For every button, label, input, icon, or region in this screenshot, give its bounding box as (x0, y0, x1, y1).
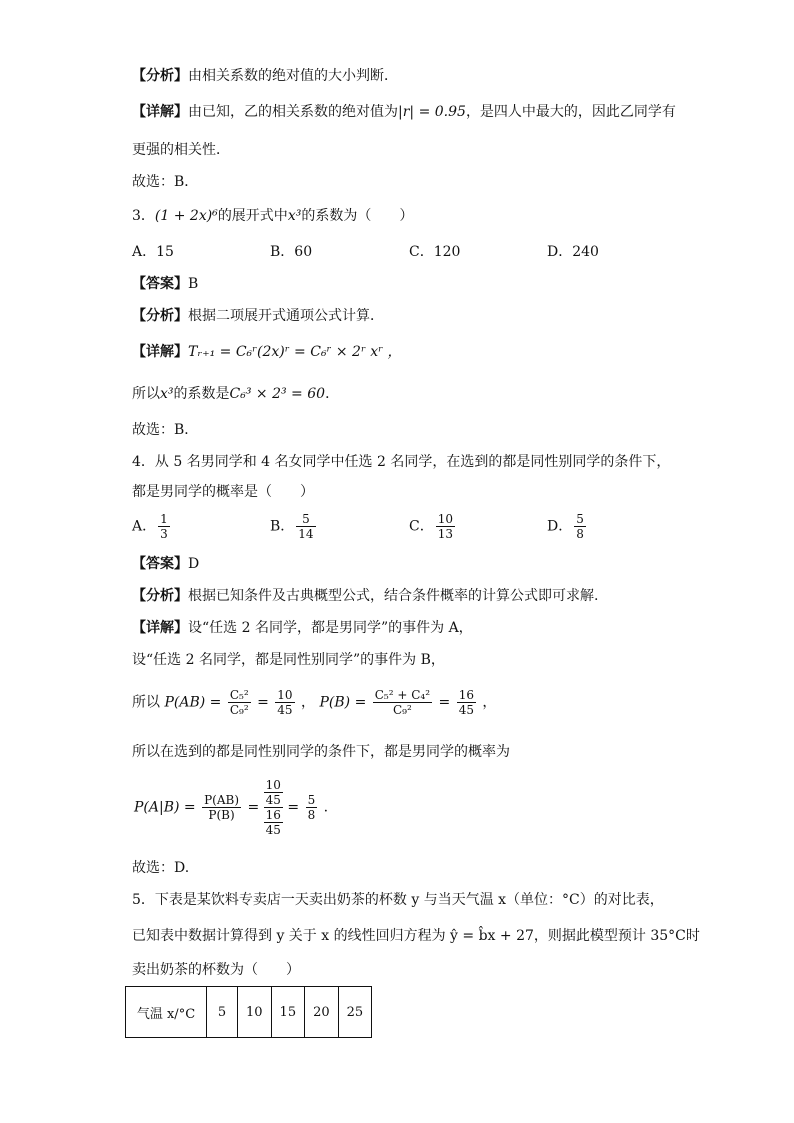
detail-math: |r| = 0.95 (398, 104, 466, 120)
fraction-numerator: 5 (576, 512, 584, 526)
q3-var: x³ (287, 208, 302, 224)
fraction-denominator: 14 (298, 527, 314, 541)
q4-probability-calc (132, 688, 496, 717)
fraction-numerator: 10 (437, 512, 453, 526)
q3-option-a: A．15 (132, 244, 174, 260)
fraction-denominator: C₉² (392, 703, 412, 717)
table-cell: 15 (271, 987, 305, 1038)
calc-prefix: 所以 (132, 694, 160, 711)
table-cell: 5 (207, 987, 238, 1038)
option-fraction (158, 512, 170, 541)
compound-numerator (264, 778, 283, 808)
q3-number: 3． (132, 208, 155, 224)
q3-result-line (132, 384, 339, 404)
separator: ， (482, 694, 497, 711)
detail-text: 设“任选 2 名同学，都是男同学”的事件为 A， (188, 620, 473, 636)
analysis-text: 根据已知条件及古典概型公式，结合条件概率的计算公式即可求解. (188, 588, 599, 604)
q2-detail-line (132, 102, 676, 122)
q4-conclusion: 所以在选到的都是同性别同学的条件下，都是男同学的概率为 (132, 744, 510, 760)
fraction-denominator: P(B) (208, 808, 235, 822)
q3-answer-line (132, 274, 198, 294)
q3-math: (1 + 2x)⁶ (154, 208, 218, 224)
q4-detail-line-1 (132, 618, 473, 638)
q3-stem (132, 206, 413, 226)
q5-stem-line-1: 5．下表是某饮料专卖店一天卖出奶茶的杯数 y 与当天气温 x（单位：°C）的对比表， (132, 892, 664, 908)
fraction-denominator: 45 (265, 823, 281, 837)
q4-detail-line-2: 设“任选 2 名同学，都是同性别同学”的事件为 B， (132, 652, 445, 668)
fraction-denominator: 45 (458, 703, 474, 717)
q4-option-b (270, 512, 318, 541)
option-fraction (574, 512, 586, 541)
answer-tag: 【答案】 (132, 276, 188, 292)
q4-option-d (547, 512, 588, 541)
fraction-denominator: 13 (437, 527, 453, 541)
option-label: A． (132, 518, 157, 535)
q4-stem-line-1: 4．从 5 名男同学和 4 名女同学中任选 2 名同学，在选到的都是同性别同学的条件下， (132, 454, 671, 470)
result-text: 的系数是 (173, 386, 230, 402)
fraction-denominator: 8 (576, 527, 584, 541)
pab-given-b: P(A|B) = (134, 799, 196, 816)
fraction-numerator: 10 (265, 778, 281, 792)
analysis-text: 根据二项展开式通项公式计算． (188, 308, 384, 324)
fraction-numerator: 10 (277, 688, 293, 702)
result-text: ． (325, 386, 340, 402)
pab-left: P(AB) = (164, 694, 222, 711)
inner-fraction (264, 778, 283, 807)
detail-text: ，是四人中最大的，因此乙同学有 (465, 104, 676, 120)
table-cell: 10 (238, 987, 272, 1038)
result-text: 所以 (132, 386, 160, 402)
detail-text: 由已知，乙的相关系数的绝对值为 (188, 104, 398, 120)
option-fraction (296, 512, 315, 541)
q2-detail-line-2: 更强的相关性． (132, 142, 230, 158)
q3-text: 的展开式中 (217, 208, 288, 224)
equals-sign: = (287, 799, 300, 816)
q4-option-c (409, 512, 457, 541)
pab-value-fraction (275, 688, 294, 717)
inner-fraction (264, 808, 283, 837)
separator: ， (301, 694, 316, 711)
fraction-denominator: 8 (307, 808, 316, 822)
detail-tag: 【详解】 (132, 620, 188, 636)
pb-left: P(B) = (319, 694, 367, 711)
result-math: C₆³ × 2³ = 60 (229, 386, 326, 402)
option-label: D． (547, 518, 573, 535)
equals-sign: = (247, 799, 260, 816)
temperature-table (125, 986, 372, 1038)
q5-stem-line-2: 已知表中数据计算得到 y 关于 x 的线性回归方程为 ŷ = b̂x + 27，则据此模型预计 35°C时 (132, 928, 700, 944)
detail-math: Tᵣ₊₁ = C₆ʳ(2x)ʳ = C₆ʳ × 2ʳ xʳ ， (188, 344, 402, 360)
q4-option-a (132, 512, 172, 541)
option-label: C． (409, 518, 434, 535)
option-fraction (436, 512, 455, 541)
fraction-numerator: 1 (160, 512, 168, 526)
table-row (126, 987, 372, 1038)
table-header-cell: 气温 x/°C (126, 987, 207, 1038)
q2-analysis-line (132, 66, 398, 86)
option-label: B． (270, 518, 295, 535)
compound-fraction (264, 778, 283, 837)
fraction-numerator: 16 (265, 808, 281, 822)
q3-option-b: B．60 (270, 244, 313, 260)
pb-fraction (373, 688, 432, 717)
fraction-denominator: 45 (265, 793, 281, 807)
detail-tag: 【详解】 (132, 104, 188, 120)
pb-value-fraction (457, 688, 476, 717)
pab-fraction (228, 688, 251, 717)
answer-value: B (188, 276, 199, 292)
q4-stem-line-2: 都是男同学的概率是（ ） (132, 484, 314, 500)
table-cell: 25 (338, 987, 372, 1038)
q3-choose: 故选：B． (132, 422, 199, 438)
fraction-numerator: 16 (458, 688, 474, 702)
q3-detail-line (132, 342, 401, 362)
equals-sign: = (438, 694, 451, 711)
fraction-denominator: 45 (277, 703, 293, 717)
q4-analysis-line (132, 586, 598, 606)
answer-value: D (188, 556, 200, 572)
result-fraction (306, 793, 318, 822)
q3-option-d: D．240 (547, 244, 599, 260)
q3-option-c: C．120 (409, 244, 461, 260)
analysis-tag: 【分析】 (132, 68, 188, 84)
ratio-fraction (202, 793, 241, 822)
q4-answer-line (132, 554, 199, 574)
q3-analysis-line (132, 306, 384, 326)
detail-tag: 【详解】 (132, 344, 188, 360)
answer-tag: 【答案】 (132, 556, 188, 572)
q5-stem-line-3: 卖出奶茶的杯数为（ ） (132, 962, 300, 978)
fraction-numerator: P(AB) (204, 793, 240, 807)
period: . (323, 799, 329, 816)
fraction-denominator: 3 (160, 527, 168, 541)
fraction-numerator: C₅² (229, 688, 249, 702)
fraction-denominator: C₉² (229, 703, 249, 717)
fraction-numerator: C₅² + C₄² (374, 688, 431, 702)
equals-sign: = (257, 694, 269, 711)
compound-denominator (264, 808, 283, 837)
q2-choose: 故选：B． (132, 174, 199, 190)
q3-text: 的系数为（ ） (301, 208, 414, 224)
q4-final-formula (134, 778, 328, 837)
analysis-tag: 【分析】 (132, 308, 188, 324)
result-var: x³ (160, 386, 174, 402)
q4-choose: 故选：D. (132, 860, 190, 876)
analysis-tag: 【分析】 (132, 588, 188, 604)
fraction-numerator: 5 (296, 512, 315, 527)
fraction-numerator: 5 (307, 793, 316, 807)
analysis-text: 由相关系数的绝对值的大小判断． (188, 68, 398, 84)
table-cell: 20 (305, 987, 339, 1038)
